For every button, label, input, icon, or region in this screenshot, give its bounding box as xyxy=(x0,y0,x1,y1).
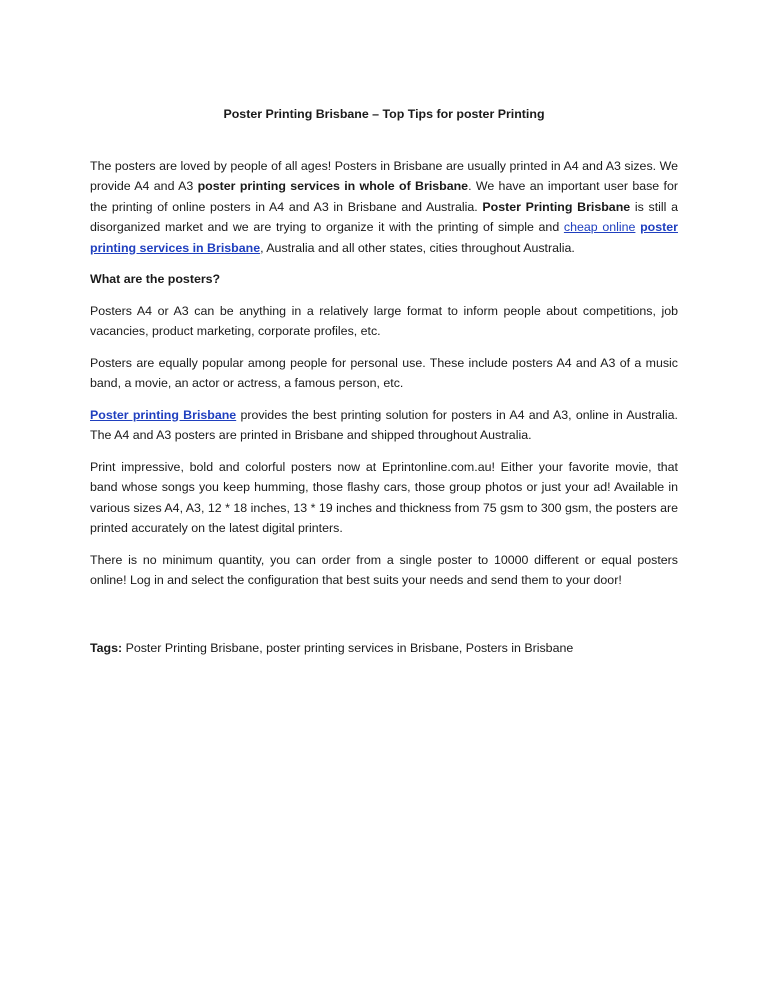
document-page xyxy=(90,104,678,658)
poster-printing-services-link[interactable]: poster printing services in Brisbane xyxy=(90,220,678,255)
tags-text: Poster Printing Brisbane, poster printing services in Brisbane, Posters in Brisbane xyxy=(122,640,574,655)
intro-text-2: . We have an important user base for the printing of online posters in A4 and A3 in Brisbane and Australia. xyxy=(90,179,678,214)
paragraph-brisbane-solution xyxy=(90,405,678,446)
poster-printing-brisbane-link[interactable]: Poster printing Brisbane xyxy=(90,407,237,422)
section-heading: What are the posters? xyxy=(90,272,221,286)
intro-bold-services: poster printing services in whole of Brisbane xyxy=(197,179,469,193)
intro-paragraph xyxy=(90,156,678,259)
document-title: Poster Printing Brisbane – Top Tips for poster Printing xyxy=(223,107,545,121)
paragraph-posters-format: Posters A4 or A3 can be anything in a relatively large format to inform people about competitions, job vacancies, product marketing, corporate profiles, etc. xyxy=(90,303,678,338)
tags-line xyxy=(90,638,678,659)
paragraph-print-impressive: Print impressive, bold and colorful posters now at Eprintonline.com.au! Either your favorite movie, that band whose songs you keep humming, those flashy cars, those group photos or just your ad! Available in various sizes A4, A3, 12 * 18 inches, 13 * 19 inches and thickness from 75 gsm to 300 gsm, the posters are printed accurately on the latest digital printers. xyxy=(90,459,678,535)
intro-text-5: , Australia and all other states, cities throughout Australia. xyxy=(260,240,575,255)
tags-label: Tags: xyxy=(90,640,123,655)
paragraph-minimum-quantity: There is no minimum quantity, you can order from a single poster to 10000 different or equal posters online! Log in and select the configuration that best suits your needs and send them to your door! xyxy=(90,552,678,587)
paragraph-brisbane-text: provides the best printing solution for posters in A4 and A3, online in Australia. The A4 and A3 posters are printed in Brisbane and shipped throughout Australia. xyxy=(90,407,678,442)
intro-bold-brand: Poster Printing Brisbane xyxy=(482,199,631,214)
cheap-online-link[interactable]: cheap online xyxy=(563,220,636,234)
intro-text-1: The posters are loved by people of all ages! Posters in Brisbane are usually printed in A4 and A3 sizes. We provide A4 and A3 xyxy=(90,158,678,193)
paragraph-personal-use: Posters are equally popular among people for personal use. These include posters A4 and A3 of a music band, a movie, an actor or actress, a famous person, etc. xyxy=(90,355,678,390)
intro-text-3: is still a disorganized market and we are trying to organize it with the printing of simple and xyxy=(90,199,678,234)
